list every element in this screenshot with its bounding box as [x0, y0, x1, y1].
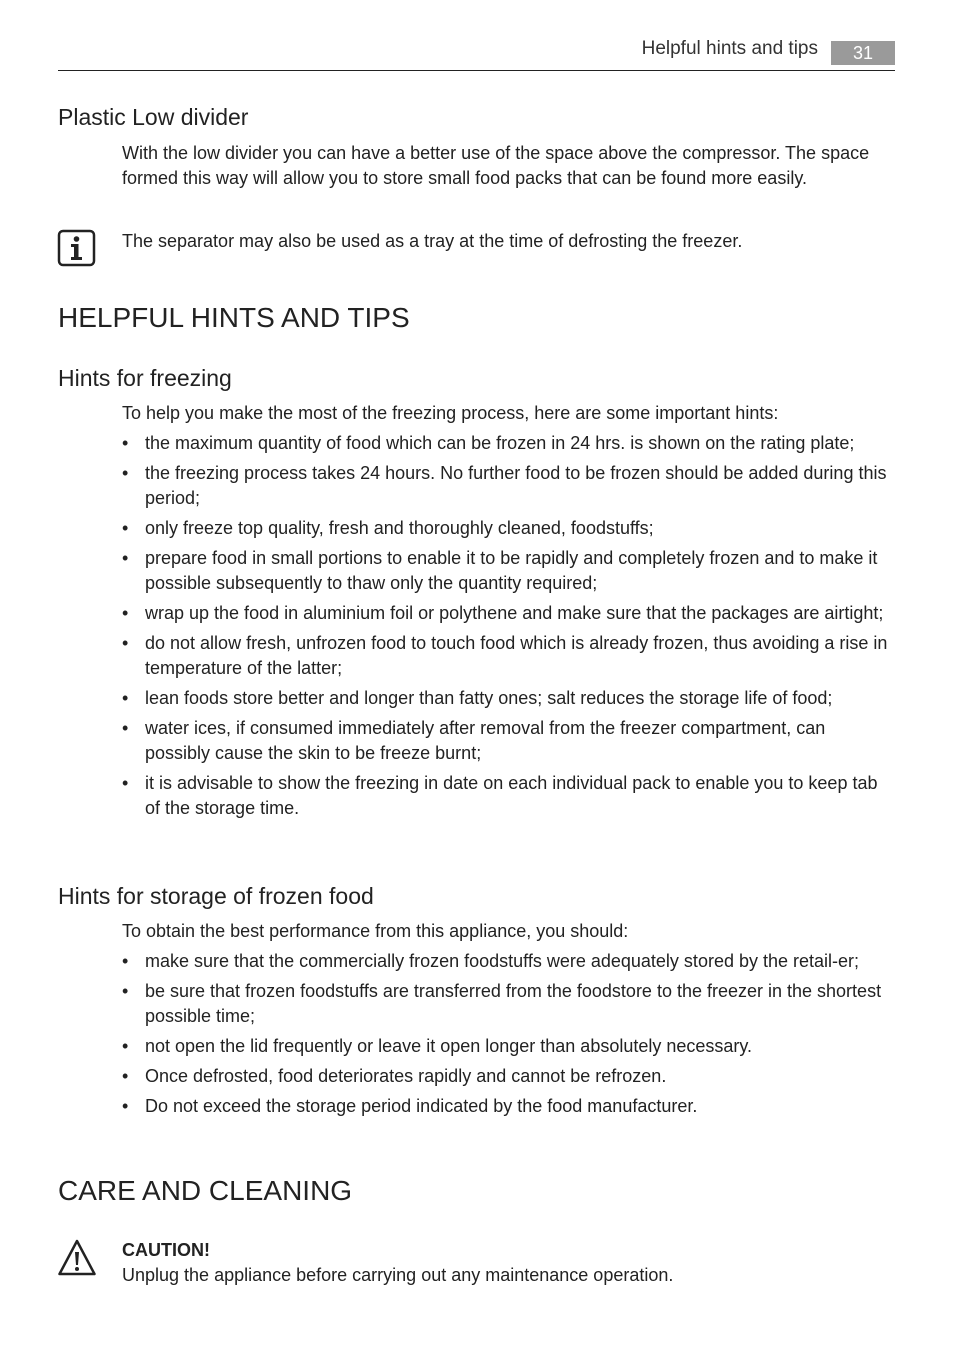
- storage-heading: Hints for storage of frozen food: [58, 883, 374, 909]
- list-item: • not open the lid frequently or leave it open longer than absolutely necessary.: [122, 1034, 894, 1059]
- header-rule: [58, 70, 895, 71]
- list-item: • do not allow fresh, unfrozen food to touch food which is already frozen, thus avoiding a rise in temperature of the latter;: [122, 631, 894, 681]
- list-item: • Once defrosted, food deteriorates rapidly and cannot be refrozen.: [122, 1064, 894, 1089]
- warning-icon: [57, 1238, 97, 1278]
- list-item: • water ices, if consumed immediately after removal from the freezer compartment, can possibly cause the skin to be freeze burnt;: [122, 716, 894, 766]
- caution-title: CAUTION!: [122, 1240, 210, 1260]
- info-icon: [57, 229, 96, 267]
- list-item: • it is advisable to show the freezing in date on each individual pack to enable you to keep tab of the storage time.: [122, 771, 894, 821]
- list-item: • be sure that frozen foodstuffs are transferred from the foodstore to the freezer in the shortest possible time;: [122, 979, 894, 1029]
- info-note: The separator may also be used as a tray at the time of defrosting the freezer.: [122, 231, 743, 251]
- freezing-list: [122, 431, 894, 826]
- storage-list: [122, 949, 894, 1124]
- list-item: • prepare food in small portions to enable it to be rapidly and completely frozen and to make it possible subsequently to thaw only the quantity required;: [122, 546, 894, 596]
- caution-block: [122, 1238, 894, 1288]
- header-title: Helpful hints and tips: [641, 38, 818, 59]
- list-item: • the maximum quantity of food which can be frozen in 24 hrs. is shown on the rating plate;: [122, 431, 894, 456]
- care-heading: CARE AND CLEANING: [58, 1175, 353, 1206]
- helpful-hints-heading: HELPFUL HINTS AND TIPS: [58, 302, 410, 333]
- list-item: • Do not exceed the storage period indicated by the food manufacturer.: [122, 1094, 894, 1119]
- freezing-intro: To help you make the most of the freezing process, here are some important hints:: [122, 403, 779, 423]
- caution-text: Unplug the appliance before carrying out any maintenance operation.: [122, 1265, 674, 1285]
- storage-intro: To obtain the best performance from this appliance, you should:: [122, 921, 629, 941]
- plastic-divider-heading: Plastic Low divider: [58, 104, 249, 130]
- page-number: 31: [831, 41, 895, 65]
- list-item: • wrap up the food in aluminium foil or polythene and make sure that the packages are airtight;: [122, 601, 894, 626]
- list-item: • make sure that the commercially frozen foodstuffs were adequately stored by the retail-er;: [122, 949, 894, 974]
- freezing-heading: Hints for freezing: [58, 365, 232, 391]
- list-item: • the freezing process takes 24 hours. No further food to be frozen should be added during this period;: [122, 461, 894, 511]
- plastic-divider-text: With the low divider you can have a better use of the space above the compressor. The space formed this way will allow you to store small food packs that can be found more easily.: [122, 143, 870, 188]
- list-item: • lean foods store better and longer than fatty ones; salt reduces the storage life of food;: [122, 686, 894, 711]
- list-item: • only freeze top quality, fresh and thoroughly cleaned, foodstuffs;: [122, 516, 894, 541]
